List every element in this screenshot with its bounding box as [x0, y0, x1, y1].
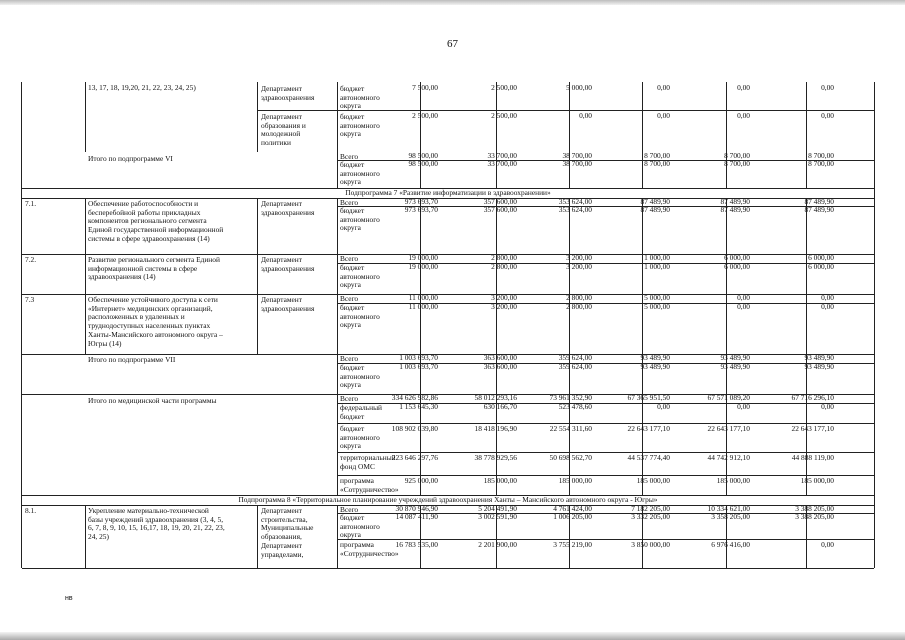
amount-cell: 185 000,00: [716, 476, 750, 485]
funding-source-cell: федеральный бюджет: [340, 403, 382, 421]
amount-cell: 22 643 177,10: [627, 424, 670, 433]
amount-cell: 359 624,00: [558, 353, 592, 362]
amount-cell: 33 700,00: [487, 159, 517, 168]
amount-cell: 8 700,00: [724, 159, 750, 168]
row-number: 7.3: [25, 295, 35, 304]
amount-cell: 30 870 946,90: [395, 504, 438, 513]
activity-name: 13, 17, 18, 19,20, 21, 22, 23, 24, 25): [88, 83, 196, 92]
footer-mark: нв: [65, 595, 73, 602]
executor-cell: Департамент здравоохранения: [261, 84, 315, 102]
amount-cell: 523 478,60: [558, 402, 592, 411]
funding-source-cell: Всего: [340, 294, 359, 303]
amount-cell: 44 537 774,40: [627, 453, 670, 462]
executor-cell: Департамент здравоохранения: [261, 255, 315, 273]
amount-cell: 3 200,00: [566, 262, 592, 271]
amount-cell: 3 332 205,00: [631, 512, 670, 521]
grid-line-vertical: [337, 254, 338, 294]
amount-cell: 7 182 205,00: [631, 504, 670, 513]
amount-cell: 2 201 900,00: [478, 540, 517, 549]
funding-source-cell: Всего: [340, 354, 359, 363]
amount-cell: 357 600,00: [483, 197, 517, 206]
grid-line-vertical: [85, 82, 86, 152]
amount-cell: 87 489,90: [720, 205, 750, 214]
amount-cell: 19 000,00: [408, 262, 438, 271]
amount-cell: 7 500,00: [412, 83, 438, 92]
amount-cell: 87 489,90: [640, 197, 670, 206]
amount-cell: 98 500,00: [408, 159, 438, 168]
amount-cell: 0,00: [737, 402, 750, 411]
page-number: 67: [447, 38, 458, 50]
amount-cell: 6 976 416,00: [711, 540, 750, 549]
amount-cell: 3 850 000,00: [631, 540, 670, 549]
amount-cell: 108 902 039,80: [391, 424, 438, 433]
amount-cell: 5 000,00: [566, 83, 592, 92]
amount-cell: 3 002 591,90: [478, 512, 517, 521]
funding-source-cell: Всего: [340, 254, 359, 263]
activity-name: Укрепление материально-технической базы учреждений здравоохранения (3, 4, 5, 6, 7, 8, 9, 10, 15, 16,17, 18, 19, 20, 21, 22, 23, 24, 25): [88, 506, 225, 542]
amount-cell: 973 693,70: [404, 197, 438, 206]
amount-cell: 58 012 293,16: [474, 393, 517, 402]
amount-cell: 93 489,90: [720, 353, 750, 362]
amount-cell: 2 500,00: [412, 111, 438, 120]
amount-cell: 0,00: [737, 83, 750, 92]
amount-cell: 1 003 693,70: [399, 362, 438, 371]
amount-cell: 10 334 621,00: [707, 504, 750, 513]
amount-cell: 353 624,00: [558, 205, 592, 214]
row-number: 8.1.: [25, 506, 37, 515]
amount-cell: 1 153 645,30: [399, 402, 438, 411]
amount-cell: 3 358 205,00: [711, 512, 750, 521]
funding-source-cell: бюджет автономного округа: [340, 263, 380, 290]
amount-cell: 2 800,00: [491, 262, 517, 271]
amount-cell: 73 961 352,90: [549, 393, 592, 402]
amount-cell: 8 700,00: [808, 151, 834, 160]
amount-cell: 38 778 929,56: [474, 453, 517, 462]
amount-cell: 8 700,00: [808, 159, 834, 168]
executor-cell: Департамент строительства, Муниципальные образования, Департамент управделами,: [261, 506, 314, 559]
amount-cell: 359 624,00: [558, 362, 592, 371]
amount-cell: 3 755 219,00: [553, 540, 592, 549]
funding-source-cell: программа «Сотрудничество»: [340, 540, 399, 558]
amount-cell: 2 500,00: [491, 83, 517, 92]
amount-cell: 8 700,00: [724, 151, 750, 160]
amount-cell: 630 166,70: [483, 402, 517, 411]
amount-cell: 67 571 089,20: [707, 393, 750, 402]
funding-source-cell: Всего: [340, 198, 359, 207]
amount-cell: 0,00: [737, 302, 750, 311]
funding-source-cell: Всего: [340, 505, 359, 514]
row-number: 7.2.: [25, 255, 37, 264]
amount-cell: 2 800,00: [566, 293, 592, 302]
amount-cell: 8 700,00: [644, 151, 670, 160]
amount-cell: 5 204 491,90: [478, 504, 517, 513]
amount-cell: 0,00: [821, 111, 834, 120]
amount-cell: 22 554 311,60: [549, 424, 592, 433]
amount-cell: 11 000,00: [408, 293, 438, 302]
amount-cell: 185 000,00: [558, 476, 592, 485]
scan-shadow-top: [0, 0, 905, 5]
amount-cell: 1 003 693,70: [399, 353, 438, 362]
grid-line-vertical: [337, 152, 338, 188]
amount-cell: 0,00: [821, 302, 834, 311]
amount-cell: 0,00: [821, 540, 834, 549]
amount-cell: 5 000,00: [644, 293, 670, 302]
amount-cell: 19 000,00: [408, 253, 438, 262]
amount-cell: 357 600,00: [483, 205, 517, 214]
amount-cell: 14 087 411,90: [395, 512, 438, 521]
amount-cell: 98 500,00: [408, 151, 438, 160]
grid-line-vertical: [337, 82, 338, 152]
amount-cell: 50 698 562,70: [549, 453, 592, 462]
amount-cell: 0,00: [579, 111, 592, 120]
amount-cell: 2 800,00: [566, 302, 592, 311]
amount-cell: 11 000,00: [408, 302, 438, 311]
scan-shadow-bottom: [0, 632, 905, 640]
amount-cell: 87 489,90: [640, 205, 670, 214]
amount-cell: 87 489,90: [804, 197, 834, 206]
amount-cell: 67 716 296,10: [791, 393, 834, 402]
amount-cell: 3 388 205,00: [795, 504, 834, 513]
amount-cell: 87 489,90: [720, 197, 750, 206]
amount-cell: 2 800,00: [491, 253, 517, 262]
subtotal-label: Итого по медицинской части программы: [88, 396, 217, 405]
activity-name: Обеспечение устойчивого доступа к сети «Интернет» медицинских организаций, расположенных в удаленных и труднодоступных населенных пунктах Ханты-Мансийского автономного округа – Югры (14): [88, 295, 223, 348]
amount-cell: 1 000,00: [644, 253, 670, 262]
funding-source-cell: территориальный фонд ОМС: [340, 453, 396, 471]
amount-cell: 3 200,00: [491, 293, 517, 302]
executor-cell: Департамент образования и молодежной политики: [261, 112, 306, 148]
grid-line-vertical: [337, 505, 338, 568]
amount-cell: 353 624,00: [558, 197, 592, 206]
amount-cell: 67 365 951,50: [627, 393, 670, 402]
amount-cell: 5 000,00: [644, 302, 670, 311]
funding-source-cell: Всего: [340, 394, 359, 403]
funding-source-cell: бюджет автономного округа: [340, 112, 380, 139]
amount-cell: 0,00: [657, 111, 670, 120]
amount-cell: 22 643 177,10: [791, 424, 834, 433]
amount-cell: 1 000,00: [644, 262, 670, 271]
amount-cell: 925 000,00: [404, 476, 438, 485]
grid-line-vertical: [85, 254, 86, 294]
funding-source-cell: Всего: [340, 152, 359, 161]
funding-source-cell: бюджет автономного округа: [340, 424, 380, 451]
amount-cell: 38 700,00: [562, 159, 592, 168]
grid-line-vertical: [85, 505, 86, 568]
subprogram-title: Подпрограмма 7 «Развитие информатизации в здравоохранении»: [345, 188, 551, 197]
amount-cell: 87 489,90: [804, 205, 834, 214]
amount-cell: 93 489,90: [720, 362, 750, 371]
amount-cell: 3 200,00: [491, 302, 517, 311]
amount-cell: 6 000,00: [724, 253, 750, 262]
amount-cell: 1 006 205,00: [553, 512, 592, 521]
amount-cell: 93 489,90: [804, 362, 834, 371]
amount-cell: 4 761 424,00: [553, 504, 592, 513]
subtotal-label: Итого по подпрограмме VI: [88, 154, 173, 163]
amount-cell: 185 000,00: [483, 476, 517, 485]
grid-line-horizontal: [22, 568, 874, 569]
amount-cell: 363 600,00: [483, 353, 517, 362]
amount-cell: 0,00: [737, 293, 750, 302]
grid-line-vertical: [85, 198, 86, 254]
amount-cell: 22 643 177,10: [707, 424, 750, 433]
funding-source-cell: программа «Сотрудничество»: [340, 476, 399, 494]
grid-line-vertical: [337, 354, 338, 394]
amount-cell: 3 388 205,00: [795, 512, 834, 521]
funding-source-cell: бюджет автономного округа: [340, 513, 380, 540]
activity-name: Обеспечение работоспособности и бесперебойной работы прикладных компонентов регионального сегмента Единой государственной информационной системы в сфере здравоохранения (14): [88, 199, 224, 243]
amount-cell: 93 489,90: [640, 353, 670, 362]
funding-source-cell: бюджет автономного округа: [340, 160, 380, 187]
amount-cell: 8 700,00: [644, 159, 670, 168]
amount-cell: 18 418 196,90: [474, 424, 517, 433]
amount-cell: 6 000,00: [724, 262, 750, 271]
row-number: 7.1.: [25, 199, 37, 208]
amount-cell: 0,00: [821, 402, 834, 411]
amount-cell: 0,00: [657, 402, 670, 411]
amount-cell: 2 500,00: [491, 111, 517, 120]
amount-cell: 363 600,00: [483, 362, 517, 371]
amount-cell: 973 693,70: [404, 205, 438, 214]
amount-cell: 44 888 119,00: [791, 453, 834, 462]
amount-cell: 185 000,00: [800, 476, 834, 485]
activity-name: Развитие регионального сегмента Единой информационной системы в сфере здравоохранения (14): [88, 255, 220, 282]
amount-cell: 185 000,00: [636, 476, 670, 485]
amount-cell: 334 626 982,86: [391, 393, 438, 402]
amount-cell: 0,00: [821, 83, 834, 92]
amount-cell: 33 700,00: [487, 151, 517, 160]
subprogram-title: Подпрограмма 8 «Территориальное планирование учреждений здравоохранения Ханты – Мансийского автономного округа - Югры»: [238, 495, 658, 504]
executor-cell: Департамент здравоохранения: [261, 295, 315, 313]
amount-cell: 16 783 535,00: [395, 540, 438, 549]
amount-cell: 0,00: [737, 111, 750, 120]
amount-cell: 6 000,00: [808, 262, 834, 271]
budget-table: [21, 82, 875, 568]
executor-cell: Департамент здравоохранения: [261, 199, 315, 217]
amount-cell: 93 489,90: [804, 353, 834, 362]
grid-line-vertical: [337, 394, 338, 495]
grid-line-vertical: [85, 294, 86, 354]
amount-cell: 93 489,90: [640, 362, 670, 371]
funding-source-cell: бюджет автономного округа: [340, 84, 380, 111]
amount-cell: 6 000,00: [808, 253, 834, 262]
amount-cell: 38 700,00: [562, 151, 592, 160]
funding-source-cell: бюджет автономного округа: [340, 206, 380, 233]
amount-cell: 223 646 297,76: [391, 453, 438, 462]
amount-cell: 3 200,00: [566, 253, 592, 262]
funding-source-cell: бюджет автономного округа: [340, 363, 380, 390]
amount-cell: 0,00: [821, 293, 834, 302]
amount-cell: 44 742 912,10: [707, 453, 750, 462]
subtotal-label: Итого по подпрограмме VII: [88, 355, 176, 364]
amount-cell: 0,00: [657, 83, 670, 92]
funding-source-cell: бюджет автономного округа: [340, 303, 380, 330]
